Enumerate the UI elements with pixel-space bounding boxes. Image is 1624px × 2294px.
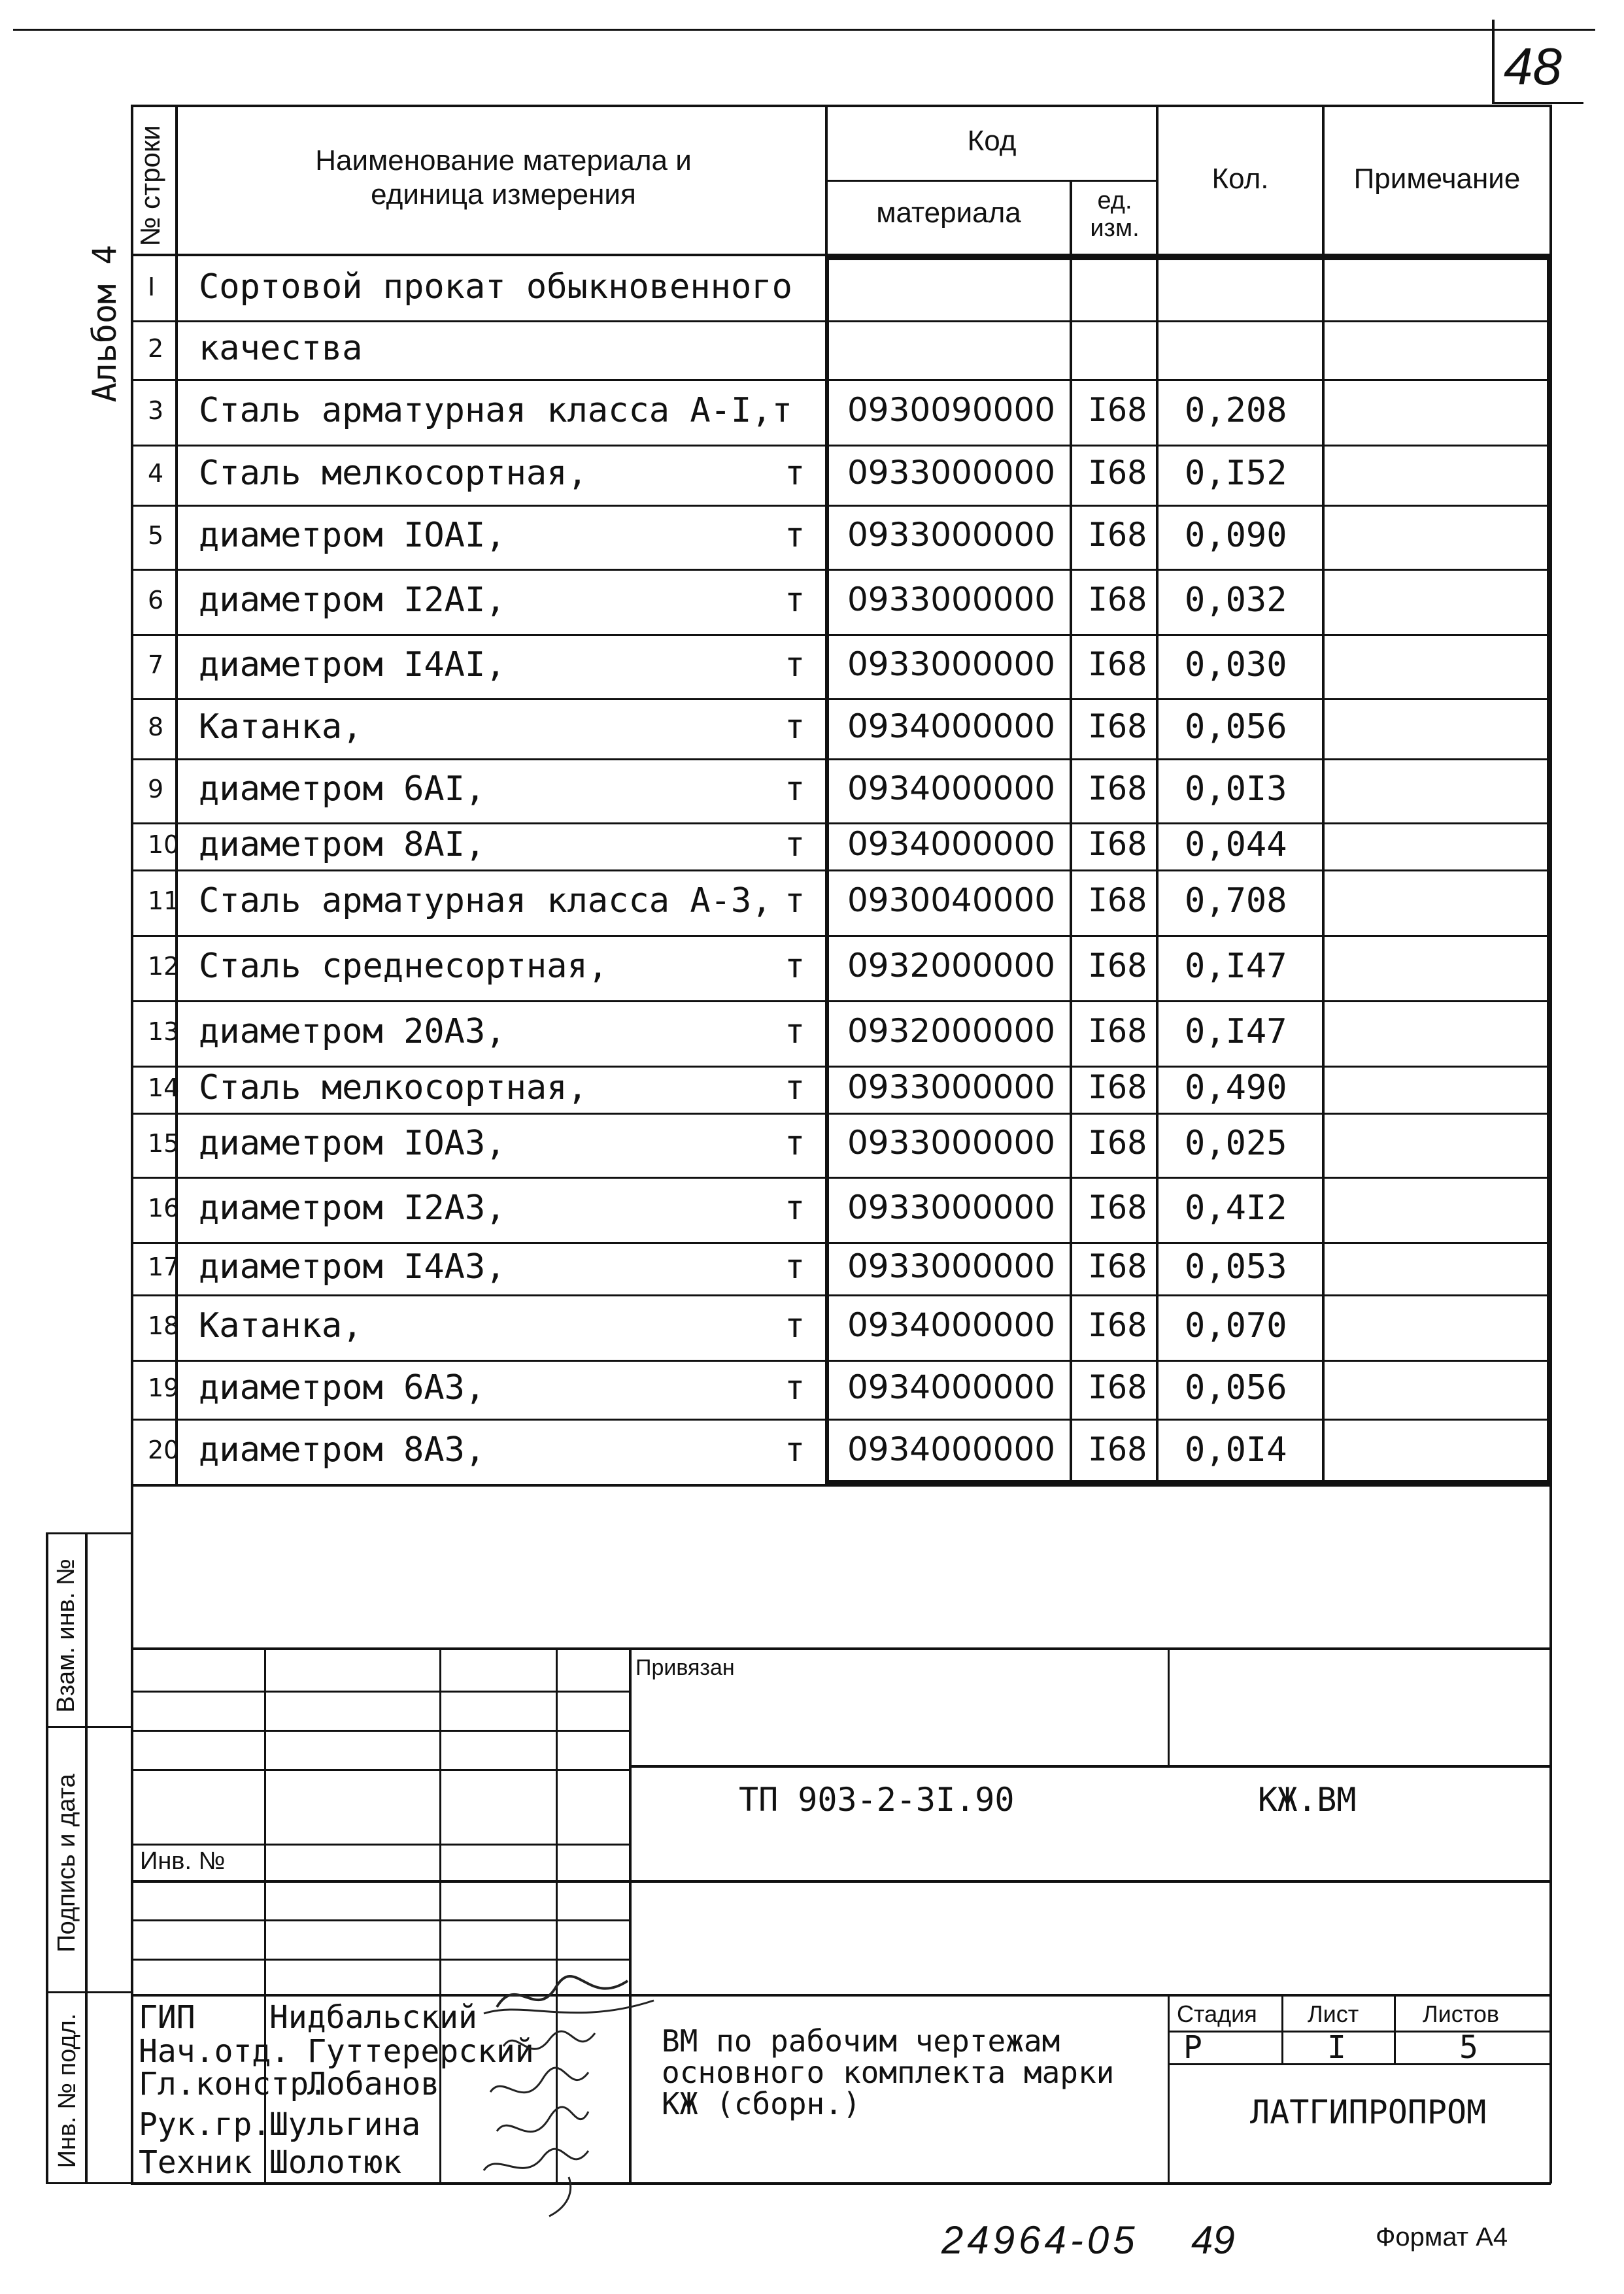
sheets-label: Листов — [1423, 2000, 1499, 2027]
row-divider — [131, 698, 1551, 700]
row-number: 2 — [148, 334, 164, 363]
quantity: 0,090 — [1185, 516, 1287, 555]
sheet-number-box-left — [1492, 20, 1495, 103]
stamp-col-1 — [264, 1649, 266, 2184]
material-name: диаметром I4AI, — [199, 645, 506, 684]
quantity: 0,I47 — [1185, 1012, 1287, 1051]
row-divider — [131, 445, 1551, 447]
row-divider — [131, 320, 1551, 322]
material-code: 0933000000 — [847, 1068, 1056, 1106]
material-code: 0933000000 — [847, 454, 1056, 492]
material-code: 0933000000 — [847, 1247, 1056, 1285]
row-number: 4 — [148, 459, 164, 488]
unit-code: I68 — [1088, 581, 1147, 618]
side-label-inv-orig: Инв. № подл. — [54, 2013, 81, 2168]
unit-code: I68 — [1088, 1012, 1147, 1050]
row-number: 16 — [148, 1194, 180, 1223]
material-name: Катанка, — [199, 707, 363, 747]
inv-no-label: Инв. № — [140, 1847, 226, 1875]
unit-code: I68 — [1088, 947, 1147, 985]
unit-label: т — [785, 825, 805, 864]
quantity: 0,I52 — [1185, 454, 1287, 493]
material-code: 0933000000 — [847, 581, 1056, 618]
signer-role: ГИП — [139, 1999, 195, 2036]
material-name: диаметром 8AI, — [199, 825, 486, 864]
signer-role: Нач.отд. — [139, 2033, 290, 2070]
row-divider — [131, 1177, 1551, 1179]
unit-label: т — [785, 707, 805, 747]
material-name: диаметром IOAI, — [199, 516, 506, 555]
unit-label: т — [785, 1247, 805, 1287]
row-divider — [131, 1360, 1551, 1362]
material-code: 0934000000 — [847, 1430, 1056, 1468]
unit-label: т — [785, 769, 805, 809]
unit-label: т — [785, 516, 805, 555]
quantity: 0,025 — [1185, 1124, 1287, 1163]
format-label: Формат А4 — [1376, 2223, 1508, 2252]
top-border — [13, 29, 1595, 31]
unit-code: I68 — [1088, 516, 1147, 554]
footer-page: 49 — [1191, 2218, 1235, 2262]
side-label-sign-date: Подпись и дата — [53, 1774, 80, 1953]
material-name: диаметром IOA3, — [199, 1124, 506, 1163]
material-code: 0934000000 — [847, 769, 1056, 807]
material-code: 0933000000 — [847, 645, 1056, 683]
material-code: 0934000000 — [847, 825, 1056, 863]
row-number: 17 — [148, 1253, 180, 1281]
stamp-row-line-7 — [131, 1959, 630, 1961]
quantity: 0,0I3 — [1185, 769, 1287, 809]
stage-col-2 — [1394, 1994, 1396, 2065]
doc-code: ТП 903-2-3I.90 — [739, 1781, 1015, 1819]
stage-value: Р — [1183, 2029, 1202, 2066]
row-number: 9 — [148, 775, 164, 803]
quantity: 0,053 — [1185, 1247, 1287, 1287]
material-name: Сталь арматурная класса А-I,т — [199, 391, 792, 430]
title-divider — [1168, 1994, 1170, 2184]
stage-head-line — [1168, 2031, 1551, 2033]
stamp-row-line-5 — [131, 1880, 1551, 1883]
unit-code: I68 — [1088, 1430, 1147, 1468]
stamp-bottom-line — [131, 2182, 1551, 2185]
stage-val-line — [1168, 2063, 1551, 2065]
material-code: 0933000000 — [847, 1189, 1056, 1226]
unit-label: т — [785, 1306, 805, 1345]
unit-label: т — [785, 1430, 805, 1470]
doc-title: ВМ по рабочим чертежам основного комплекта марки КЖ (сборн.) — [662, 2023, 1115, 2121]
row-divider — [131, 935, 1551, 937]
unit-code: I68 — [1088, 1189, 1147, 1226]
row-number: 5 — [148, 521, 164, 550]
unit-code: I68 — [1088, 1068, 1147, 1106]
row-divider — [131, 1113, 1551, 1115]
side-box-div2 — [46, 1991, 132, 1993]
material-name: диаметром 6AI, — [199, 769, 486, 809]
frame-left — [131, 105, 133, 2184]
material-code: 0932000000 — [847, 947, 1056, 985]
row-number: 19 — [148, 1374, 180, 1402]
unit-label: т — [785, 881, 805, 920]
unit-label: т — [785, 1368, 805, 1408]
material-name: диаметром 8A3, — [199, 1430, 486, 1470]
row-divider — [131, 869, 1551, 871]
unit-code: I68 — [1088, 881, 1147, 919]
unit-label: т — [785, 1189, 805, 1228]
tied-bottom — [630, 1765, 1551, 1768]
quantity: 0,044 — [1185, 825, 1287, 864]
row-divider — [131, 1066, 1551, 1068]
quantity: 0,070 — [1185, 1306, 1287, 1345]
sheet-number-box-bottom — [1492, 102, 1583, 104]
header-name: Наименование материала и единица измерения — [315, 144, 692, 211]
header-code-material: материала — [876, 197, 1021, 229]
row-divider — [131, 1419, 1551, 1421]
material-name: диаметром I4A3, — [199, 1247, 506, 1287]
material-name: диаметром 20А3, — [199, 1012, 506, 1051]
quantity: 0,208 — [1185, 391, 1287, 430]
quantity: 0,708 — [1185, 881, 1287, 920]
row-number: 11 — [148, 886, 180, 915]
quantity: 0,032 — [1185, 581, 1287, 620]
header-code-unit: ед. изм. — [1090, 187, 1140, 242]
unit-label: т — [785, 581, 805, 620]
stamp-row-line-4 — [131, 1844, 630, 1846]
signer-role: Гл.констр. — [139, 2066, 328, 2102]
material-name: Сталь мелкосортная, — [199, 1068, 588, 1107]
material-code: 0933000000 — [847, 516, 1056, 554]
unit-code: I68 — [1088, 454, 1147, 492]
stamp-row-line-1 — [131, 1691, 630, 1693]
unit-code: I68 — [1088, 1124, 1147, 1162]
material-name: диаметром 6A3, — [199, 1368, 486, 1408]
quantity: 0,490 — [1185, 1068, 1287, 1107]
unit-code: I68 — [1088, 825, 1147, 863]
unit-label: т — [785, 1068, 805, 1107]
unit-label: т — [785, 1012, 805, 1051]
sheet-number: 48 — [1504, 37, 1562, 95]
header-note: Примечание — [1353, 163, 1521, 195]
row-divider — [131, 822, 1551, 824]
material-code: 0930040000 — [847, 881, 1056, 919]
quantity: 0,056 — [1185, 707, 1287, 747]
album-label: Альбом 4 — [86, 245, 124, 403]
row-divider — [131, 1242, 1551, 1244]
stamp-row-line-6 — [131, 1919, 630, 1921]
material-name: Сталь мелкосортная, — [199, 454, 588, 493]
unit-code: I68 — [1088, 769, 1147, 807]
sheet-label: Лист — [1308, 2000, 1359, 2027]
stamp-row-line-8 — [131, 1994, 1551, 1997]
stage-col-1 — [1281, 1994, 1283, 2065]
unit-code: I68 — [1088, 1306, 1147, 1344]
unit-code: I68 — [1088, 1368, 1147, 1406]
row-divider — [131, 379, 1551, 381]
row-divider — [131, 1294, 1551, 1296]
row-divider — [131, 758, 1551, 760]
quantity: 0,I47 — [1185, 947, 1287, 986]
row-number: 6 — [148, 586, 164, 615]
material-code: 0934000000 — [847, 707, 1056, 745]
header-row-no: № строки — [135, 125, 165, 246]
quantity: 0,056 — [1185, 1368, 1287, 1408]
organization: ЛАТГИПРОПРОМ — [1250, 2093, 1487, 2131]
side-box-top — [46, 1532, 132, 1534]
quantity: 0,4I2 — [1185, 1189, 1287, 1228]
frame-top — [131, 105, 1551, 107]
signer-name: Шульгина — [269, 2106, 421, 2143]
signer-name: Шолотюк — [269, 2144, 402, 2181]
row-number: 8 — [148, 713, 164, 741]
stamp-top-line — [131, 1647, 1551, 1650]
stamp-col-2 — [439, 1649, 441, 2184]
material-name: Сталь арматурная класса А-3, — [199, 881, 772, 920]
header-code: Код — [967, 125, 1017, 157]
tied-label: Привязан — [635, 1655, 735, 1680]
row-divider — [131, 634, 1551, 636]
unit-code: I68 — [1088, 1247, 1147, 1285]
row-number: 15 — [148, 1129, 180, 1158]
unit-label: т — [785, 454, 805, 493]
row-divider — [131, 569, 1551, 571]
material-code: 0932000000 — [847, 1012, 1056, 1050]
header-qty: Кол. — [1211, 163, 1269, 195]
unit-label: т — [785, 1124, 805, 1163]
signer-name: Лобанов — [307, 2066, 440, 2102]
signature-scribbles — [458, 1961, 667, 2223]
row-number: 7 — [148, 650, 164, 679]
unit-code: I68 — [1088, 707, 1147, 745]
material-name: Сталь среднесортная, — [199, 947, 609, 986]
material-name: качества — [199, 329, 363, 368]
material-code: 0934000000 — [847, 1368, 1056, 1406]
stage-label: Стадия — [1177, 2000, 1257, 2027]
row-number: 12 — [148, 952, 180, 981]
material-name: диаметром I2AI, — [199, 581, 506, 620]
unit-code: I68 — [1088, 645, 1147, 683]
quantity: 0,0I4 — [1185, 1430, 1287, 1470]
row-number: 13 — [148, 1017, 180, 1046]
material-name: Сортовой прокат обыкновенного — [199, 267, 792, 307]
signer-role: Техник — [139, 2144, 252, 2181]
signer-name: Гуттерерский — [307, 2033, 534, 2070]
table-bottom-line — [131, 1484, 1551, 1487]
unit-label: т — [785, 947, 805, 986]
row-number: 3 — [148, 396, 164, 425]
signer-name: Нидбальский — [269, 1999, 477, 2036]
row-divider — [131, 1000, 1551, 1002]
row-number: 10 — [148, 830, 180, 859]
row-number: 14 — [148, 1073, 180, 1102]
stamp-row-line-3 — [131, 1769, 630, 1771]
row-number: I — [148, 273, 156, 301]
row-divider — [131, 505, 1551, 507]
unit-label: т — [785, 645, 805, 684]
material-code: 0930090000 — [847, 391, 1056, 429]
code-subheader-line — [826, 180, 1157, 182]
material-name: Катанка, — [199, 1306, 363, 1345]
side-label-swap: Взам. инв. № — [52, 1559, 80, 1713]
material-name: диаметром I2A3, — [199, 1189, 506, 1228]
row-number: 20 — [148, 1436, 180, 1464]
material-code: 0933000000 — [847, 1124, 1056, 1162]
doc-mark: КЖ.ВМ — [1258, 1781, 1357, 1819]
sheets-value: 5 — [1459, 2029, 1478, 2066]
quantity: 0,030 — [1185, 645, 1287, 684]
stamp-row-line-2 — [131, 1730, 630, 1732]
unit-code: I68 — [1088, 391, 1147, 429]
row-number: 18 — [148, 1311, 180, 1340]
footer-code: 24964-05 — [941, 2218, 1139, 2262]
signer-role: Рук.гр. — [139, 2106, 271, 2143]
sheet-value: I — [1327, 2029, 1346, 2066]
tied-divider — [1168, 1649, 1170, 1765]
material-code: 0934000000 — [847, 1306, 1056, 1344]
